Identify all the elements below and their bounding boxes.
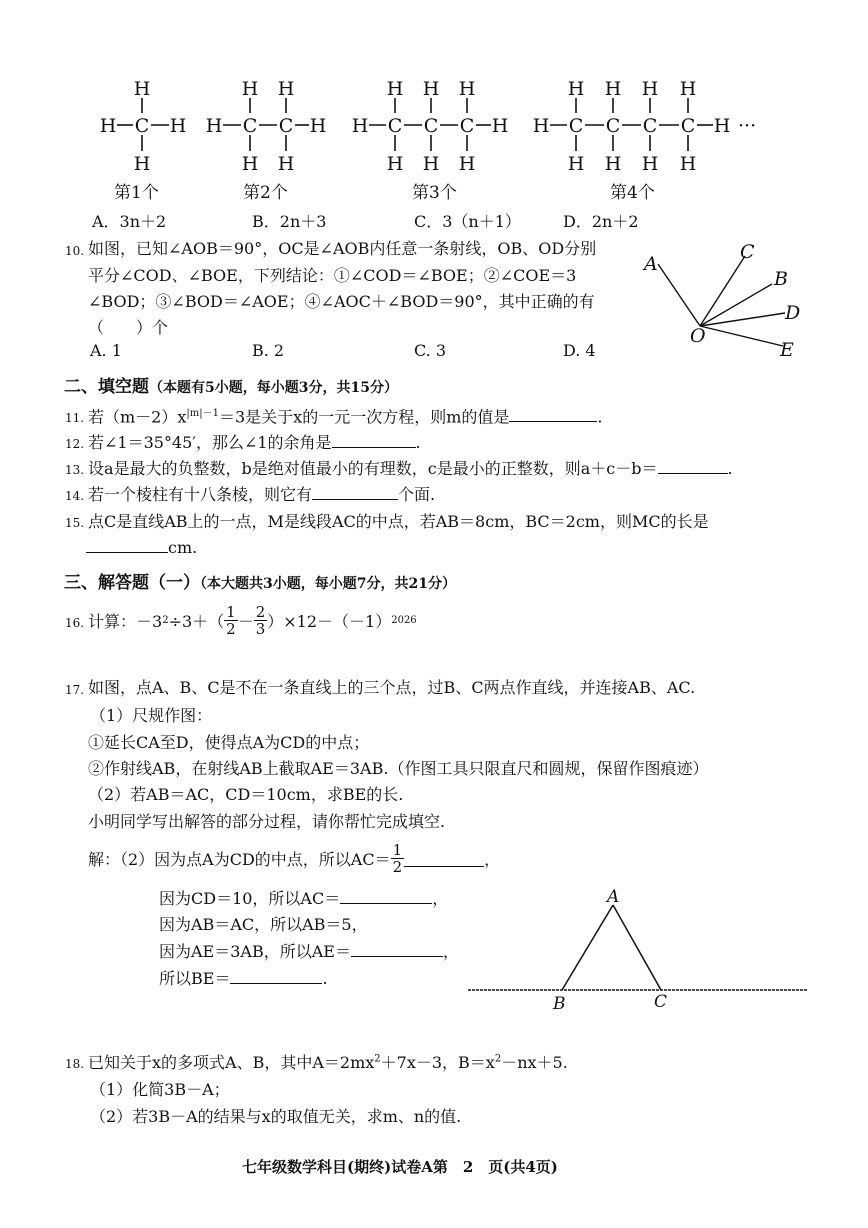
atom-h: H xyxy=(99,115,117,137)
atom-h: H xyxy=(532,115,550,137)
q17-solution-line-5: 所以BE＝ . xyxy=(159,969,328,988)
q10-option-d: D. 4 xyxy=(563,341,596,360)
ray-oe xyxy=(700,326,783,346)
label-d: D xyxy=(785,302,801,324)
q15-answer-blank[interactable] xyxy=(86,536,168,553)
atom-h: H xyxy=(133,153,151,175)
q14-answer-blank[interactable] xyxy=(312,483,398,500)
section2-heading xyxy=(64,372,398,397)
label-e: E xyxy=(780,339,794,361)
fraction-1-2: $\frac{1}{2}$ xyxy=(226,602,236,638)
q16-number: 16. xyxy=(65,616,85,630)
atom-h: H xyxy=(351,115,369,137)
q15-line-2: cm. xyxy=(86,536,197,557)
atom-c: C xyxy=(387,115,403,137)
label-a: A xyxy=(644,253,658,275)
triangle-figure xyxy=(462,885,812,1015)
atom-h: H xyxy=(567,153,585,175)
q18-line-2: （1）化简3B－A； xyxy=(90,1080,230,1099)
atom-h: H xyxy=(241,153,259,175)
q17-solution-line-1: 解：（2）因为点A为CD的中点，所以AC＝ $\frac{1}{2}$ ， xyxy=(88,840,501,876)
q9-option-c: C．3（n＋1） xyxy=(414,212,521,231)
atom-c: C xyxy=(642,115,658,137)
molecule-label-1: 第1个 xyxy=(114,183,159,203)
atom-h: H xyxy=(491,115,509,137)
q13-number: 13. xyxy=(65,463,85,477)
q17-line-3: ①延长CA至D，使得点A为CD的中点； xyxy=(88,733,370,752)
section3-heading xyxy=(64,568,456,593)
molecule-label-3: 第3个 xyxy=(412,183,457,203)
q10-option-a: A. 1 xyxy=(90,341,122,360)
atom-c: C xyxy=(134,115,150,137)
q17-line-5: （2）若AB＝AC，CD＝10cm，求BE的长. xyxy=(88,785,404,804)
q17-line-2: （1）尺规作图： xyxy=(90,706,213,725)
angle-figure xyxy=(640,236,815,366)
q14-number: 14. xyxy=(65,489,85,503)
ray-ob xyxy=(700,284,772,326)
q18-line-3: （2）若3B－A的结果与x的取值无关，求m、n的值. xyxy=(90,1107,462,1126)
atom-c: C xyxy=(242,115,258,137)
ray-oc xyxy=(700,256,745,326)
atom-h: H xyxy=(604,78,622,100)
q11-answer-blank[interactable] xyxy=(509,405,597,422)
q17-blank-1[interactable] xyxy=(404,850,484,867)
atom-h: H xyxy=(641,78,659,100)
ellipsis: ··· xyxy=(738,115,757,137)
q9-option-b: B．2n＋3 xyxy=(252,212,327,231)
atom-h: H xyxy=(277,153,295,175)
segment-ac xyxy=(613,905,661,990)
atom-h: H xyxy=(458,78,476,100)
q14-text: 若一个棱柱有十八条棱，则它有 个面. xyxy=(88,485,436,504)
q17-blank-3[interactable] xyxy=(351,940,443,957)
atom-c: C xyxy=(680,115,696,137)
q17-line-6: 小明同学写出解答的部分过程，请你帮忙完成填空. xyxy=(88,812,446,831)
atom-h: H xyxy=(713,115,731,137)
atom-c: C xyxy=(278,115,294,137)
section3-note: （本大题共3小题，每小题7分，共21分） xyxy=(200,576,456,592)
q17-solution-line-4: 因为AE＝3AB，所以AE＝ ， xyxy=(159,942,459,961)
atom-c: C xyxy=(605,115,621,137)
atom-c: C xyxy=(568,115,584,137)
q17-blank-4[interactable] xyxy=(230,967,322,984)
atom-c: C xyxy=(423,115,439,137)
q15-number: 15. xyxy=(65,516,85,530)
q9-option-d: D．2n＋2 xyxy=(563,212,639,231)
q13-text: 设a是最大的负整数，b是绝对值最小的有理数，c是最小的正整数，则a＋c－b＝ . xyxy=(88,459,733,478)
atom-h: H xyxy=(386,153,404,175)
label-o: O xyxy=(690,325,706,347)
q11-text: 若$(m-2)x^{|m|-1}=3$是关于x的一元一次方程，则m的值是 . xyxy=(88,407,603,427)
q11-exponent: |m|－1 xyxy=(186,408,219,419)
section2-note: （本题有5小题，每小题3分，共15分） xyxy=(149,380,398,396)
q10-line-2: 平分∠COD、∠BOE，下列结论：①∠COD＝∠BOE；②∠COE＝3 xyxy=(88,266,577,285)
q18-number: 18. xyxy=(65,1057,85,1071)
molecule-label-2: 第2个 xyxy=(243,183,288,203)
q16-expression: 计算：－3 2 ÷3＋（ $\frac{1}{2}$ － $\frac{2}{3}$ ）×12－（－1） 2026 xyxy=(88,602,417,638)
section3-title: 三、解答题（一） xyxy=(64,573,200,593)
atom-h: H xyxy=(386,78,404,100)
q15-text: 点C是直线AB上的一点，M是线段AC的中点，若AB＝8cm，BC＝2cm，则MC的长是 xyxy=(88,512,709,531)
q17-line-1: 如图，点A、B、C是不在一条直线上的三个点，过B、C两点作直线，并连接AB、AC. xyxy=(88,678,696,697)
atom-h: H xyxy=(422,78,440,100)
atom-h: H xyxy=(309,115,327,137)
molecule-figures xyxy=(0,0,868,180)
q17-solution-line-3: 因为AB＝AC，所以AB＝5， xyxy=(159,915,368,934)
atom-h: H xyxy=(169,115,187,137)
label-a: A xyxy=(607,887,620,907)
q10-number: 10. xyxy=(65,244,85,258)
label-c: C xyxy=(740,241,755,263)
q13-answer-blank[interactable] xyxy=(658,457,728,474)
atom-h: H xyxy=(641,153,659,175)
atom-h: H xyxy=(604,153,622,175)
q17-line-4: ②作射线AB，在射线AB上截取AE＝3AB.（作图工具只限直尺和圆规，保留作图痕迹） xyxy=(88,759,709,778)
q10-line-3: ∠BOD；③∠BOD＝∠AOE；④∠AOC＋∠BOD＝90°，其中正确的有 xyxy=(88,292,595,311)
molecule-label-4: 第4个 xyxy=(610,183,655,203)
atom-h: H xyxy=(567,78,585,100)
label-b: B xyxy=(553,994,566,1014)
fraction-2-3: $\frac{2}{3}$ xyxy=(255,602,266,638)
atom-h: H xyxy=(422,153,440,175)
label-c: C xyxy=(654,992,668,1012)
q10-line-1: 如图，已知∠AOB＝90°，OC是∠AOB内任意一条射线，OB、OD分别 xyxy=(88,239,597,258)
section2-title: 二、填空题 xyxy=(64,377,149,397)
q10-line-4: （ ）个 xyxy=(88,318,169,337)
q18-line-1: 已知关于x的多项式A、B，其中$A=2mx^2+7x-3$，$B=x^2-nx+5$. xyxy=(88,1053,568,1072)
atom-c: C xyxy=(459,115,475,137)
segment-ab xyxy=(562,905,613,990)
ray-oa xyxy=(658,264,700,326)
q9-option-a: A．3n＋2 xyxy=(92,212,167,231)
q17-solution-line-2: 因为CD＝10，所以AC＝ ， xyxy=(159,889,449,908)
q12-answer-blank[interactable] xyxy=(332,431,416,448)
atom-h: H xyxy=(679,78,697,100)
atom-h: H xyxy=(458,153,476,175)
q12-text: 若∠1＝35°45′，那么∠1的余角是 . xyxy=(88,433,421,452)
q17-number: 17. xyxy=(65,683,85,697)
page-footer: 七年级数学科目(期终)试卷A第 2 页(共4页) xyxy=(242,1158,558,1176)
atom-h: H xyxy=(679,153,697,175)
atom-h: H xyxy=(133,78,151,100)
fraction-1-2-solution: $\frac{1}{2}$ xyxy=(392,840,403,876)
q11-number: 11. xyxy=(65,411,85,425)
atom-h: H xyxy=(277,78,295,100)
q17-blank-2[interactable] xyxy=(340,887,432,904)
atom-h: H xyxy=(205,115,223,137)
atom-h: H xyxy=(241,78,259,100)
label-b: B xyxy=(774,268,788,290)
q10-option-b: B. 2 xyxy=(252,341,285,360)
q12-number: 12. xyxy=(65,437,85,451)
ray-od xyxy=(700,313,785,326)
q10-option-c: C. 3 xyxy=(414,341,447,360)
